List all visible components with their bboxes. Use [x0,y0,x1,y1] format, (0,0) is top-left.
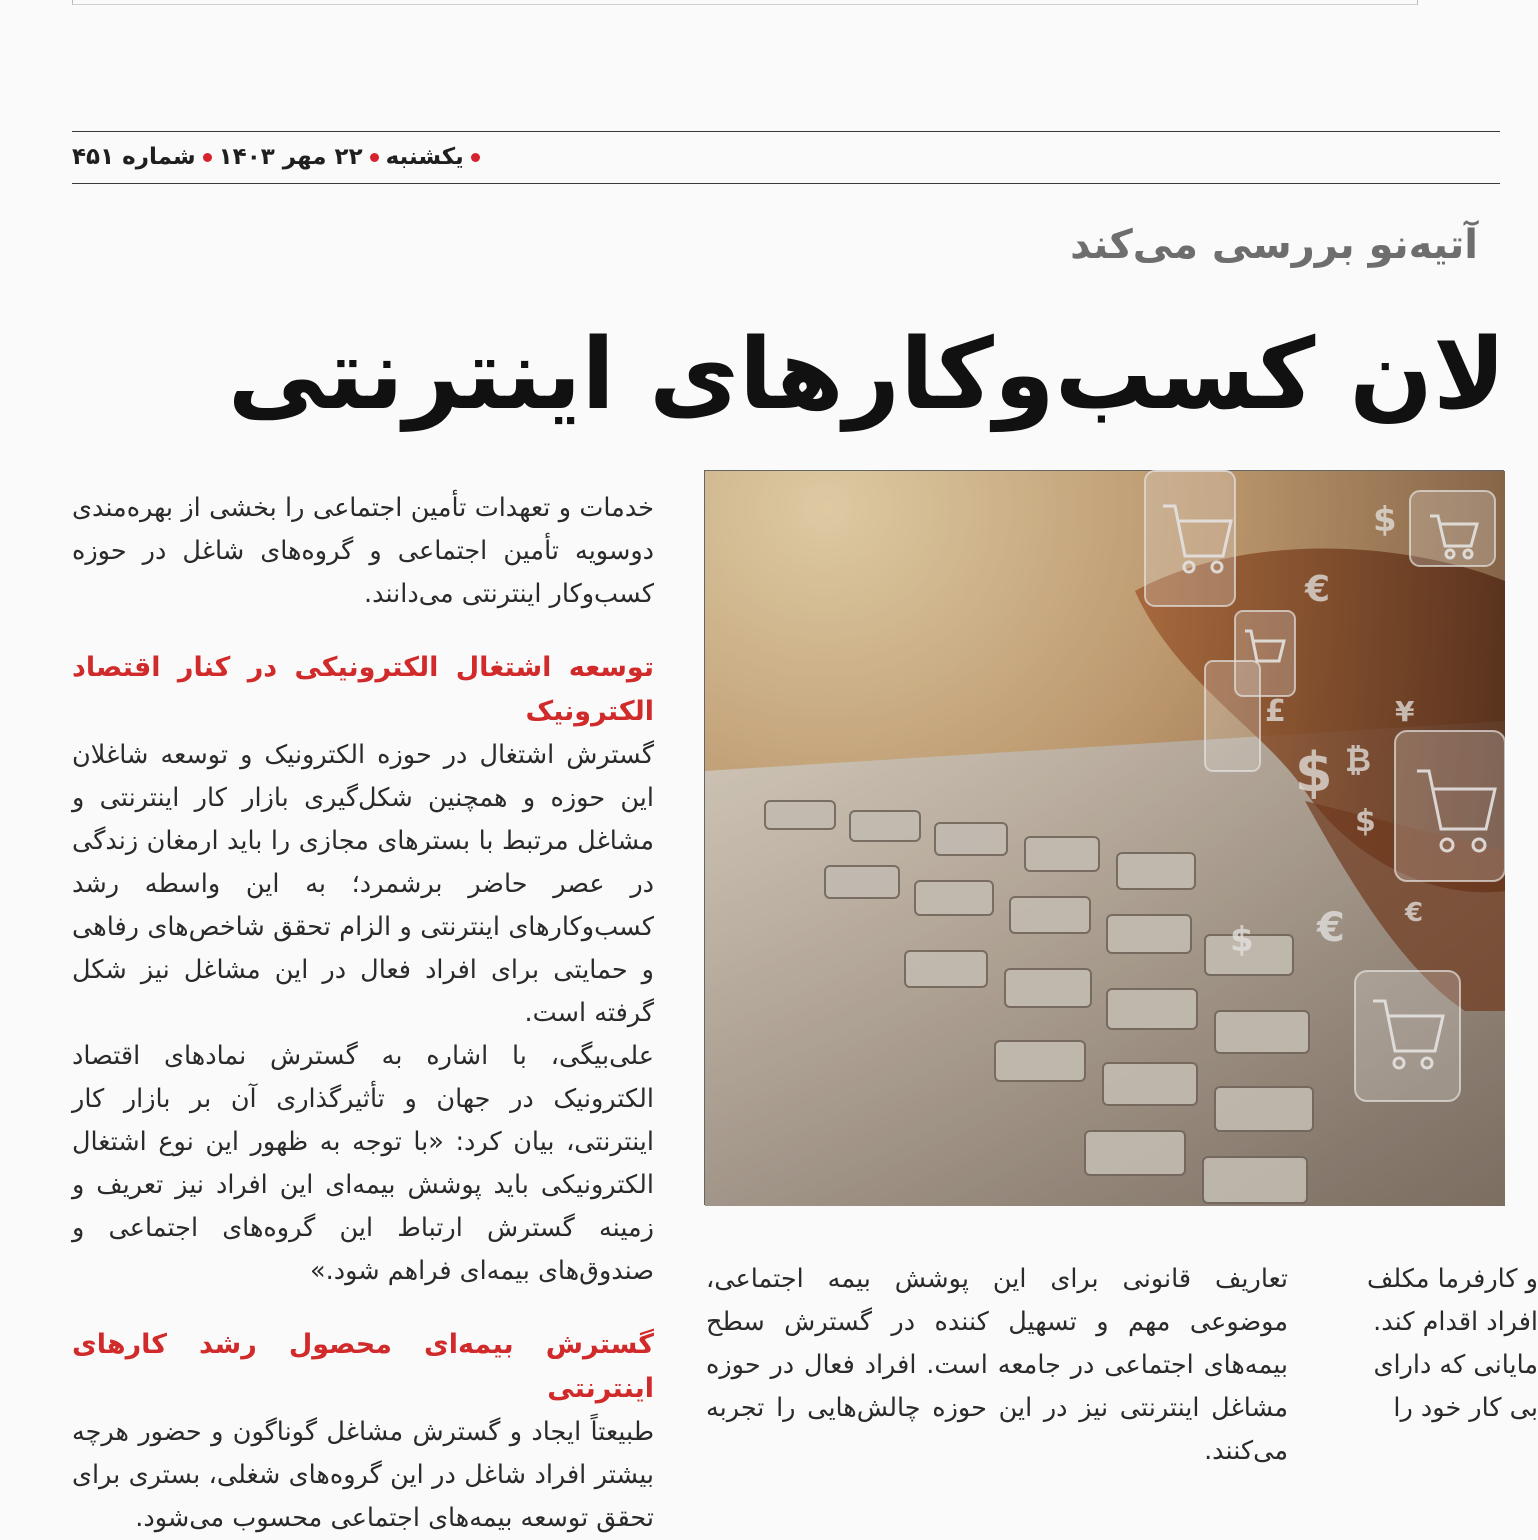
bullet-dot [471,153,480,162]
dateline [72,140,483,174]
bullet-dot [203,153,212,162]
column-right [1338,1258,1538,1430]
svg-text:€: € [1305,569,1331,610]
column-right-text: و کارفرما مکلف افراد اقدام کند. مایانی که دارای بی کار خود را [1366,1264,1538,1423]
svg-text:€: € [1317,905,1345,951]
column-middle [706,1258,1288,1473]
body-paragraph-1: گسترش اشتغال در حوزه الکترونیک و توسعه شاغلان این حوزه و همچنین شکل‌گیری بازار کار اینترنتی و مشاغل مرتبط با بسترهای مجازی را باید ارمغان زندگی در عصر حاضر برشمرد؛ به این واسطه رشد کسب‌وکارهای اینترنتی و الزام تحقق شاخص‌های رفاهی و حمایتی برای افراد فعال در این مشاغل نیز شکل گرفته است. [72,740,654,1028]
svg-text:$: $ [1355,804,1376,839]
svg-text:$: $ [1230,920,1254,960]
body-paragraph-2: علی‌بیگی، با اشاره به گسترش نمادهای اقتصاد الکترونیک در جهان و تأثیرگذاری آن بر بازار کار اینترنتی، بیان کرد: «با توجه به ظهور این نوع اشتغال الکترونیکی باید پوشش بیمه‌ای این افراد نیز تعریف و زمینه گسترش ارتباط این گروه‌های اجتماعی و صندوق‌های بیمه‌ای فراهم شود.» [72,1041,654,1286]
photo-illustration [705,471,1505,1206]
svg-text:$: $ [1295,741,1333,804]
dateline-day: یکشنبه [385,144,464,170]
subheading-1: توسعه اشتغال الکترونیکی در کنار اقتصاد الکترونیک [72,652,654,727]
dateline-date: ۲۲ مهر ۱۴۰۳ [218,144,363,170]
header-rule-bottom [72,183,1500,184]
svg-text:¥: ¥ [1395,695,1415,728]
dateline-issue: شماره ۴۵۱ [72,144,196,170]
header-rule-top [72,131,1500,132]
bullet-dot [370,153,379,162]
top-border [72,0,1418,5]
intro-paragraph: خدمات و تعهدات تأمین اجتماعی را بخشی از بهره‌مندی دوسویه تأمین اجتماعی و گروه‌های شاغل در حوزه کسب‌وکار اینترنتی می‌دانند. [72,493,654,609]
svg-text:$: $ [1373,500,1397,540]
svg-text:€: € [1405,898,1424,928]
body-paragraph-3: طبیعتاً ایجاد و گسترش مشاغل گوناگون و حضور هرچه بیشتر افراد شاغل در این گروه‌های شغلی، بستری برای تحقق توسعه بیمه‌های اجتماعی محسوب می‌شود. [72,1417,654,1533]
spacer [72,1293,654,1323]
article-photo [704,470,1504,1205]
article-kicker: آتیه‌نو بررسی می‌کند [1070,222,1478,268]
subheading-2: گسترش بیمه‌ای محصول رشد کارهای اینترنتی [72,1329,654,1404]
svg-text:£: £ [1265,694,1286,729]
svg-text:₿: ₿ [1345,741,1372,779]
column-main [72,487,654,1540]
spacer [72,616,654,646]
article-headline: لان کسب‌وکارهای اینترنتی [227,318,1506,432]
column-middle-text: تعاریف قانونی برای این پوشش بیمه اجتماعی، موضوعی مهم و تسهیل کننده در گسترش سطح بیمه‌های اجتماعی در جامعه است. افراد فعال در حوزه مشاغل اینترنتی نیز در این حوزه چالش‌هایی را تجربه می‌کنند. [706,1264,1288,1466]
